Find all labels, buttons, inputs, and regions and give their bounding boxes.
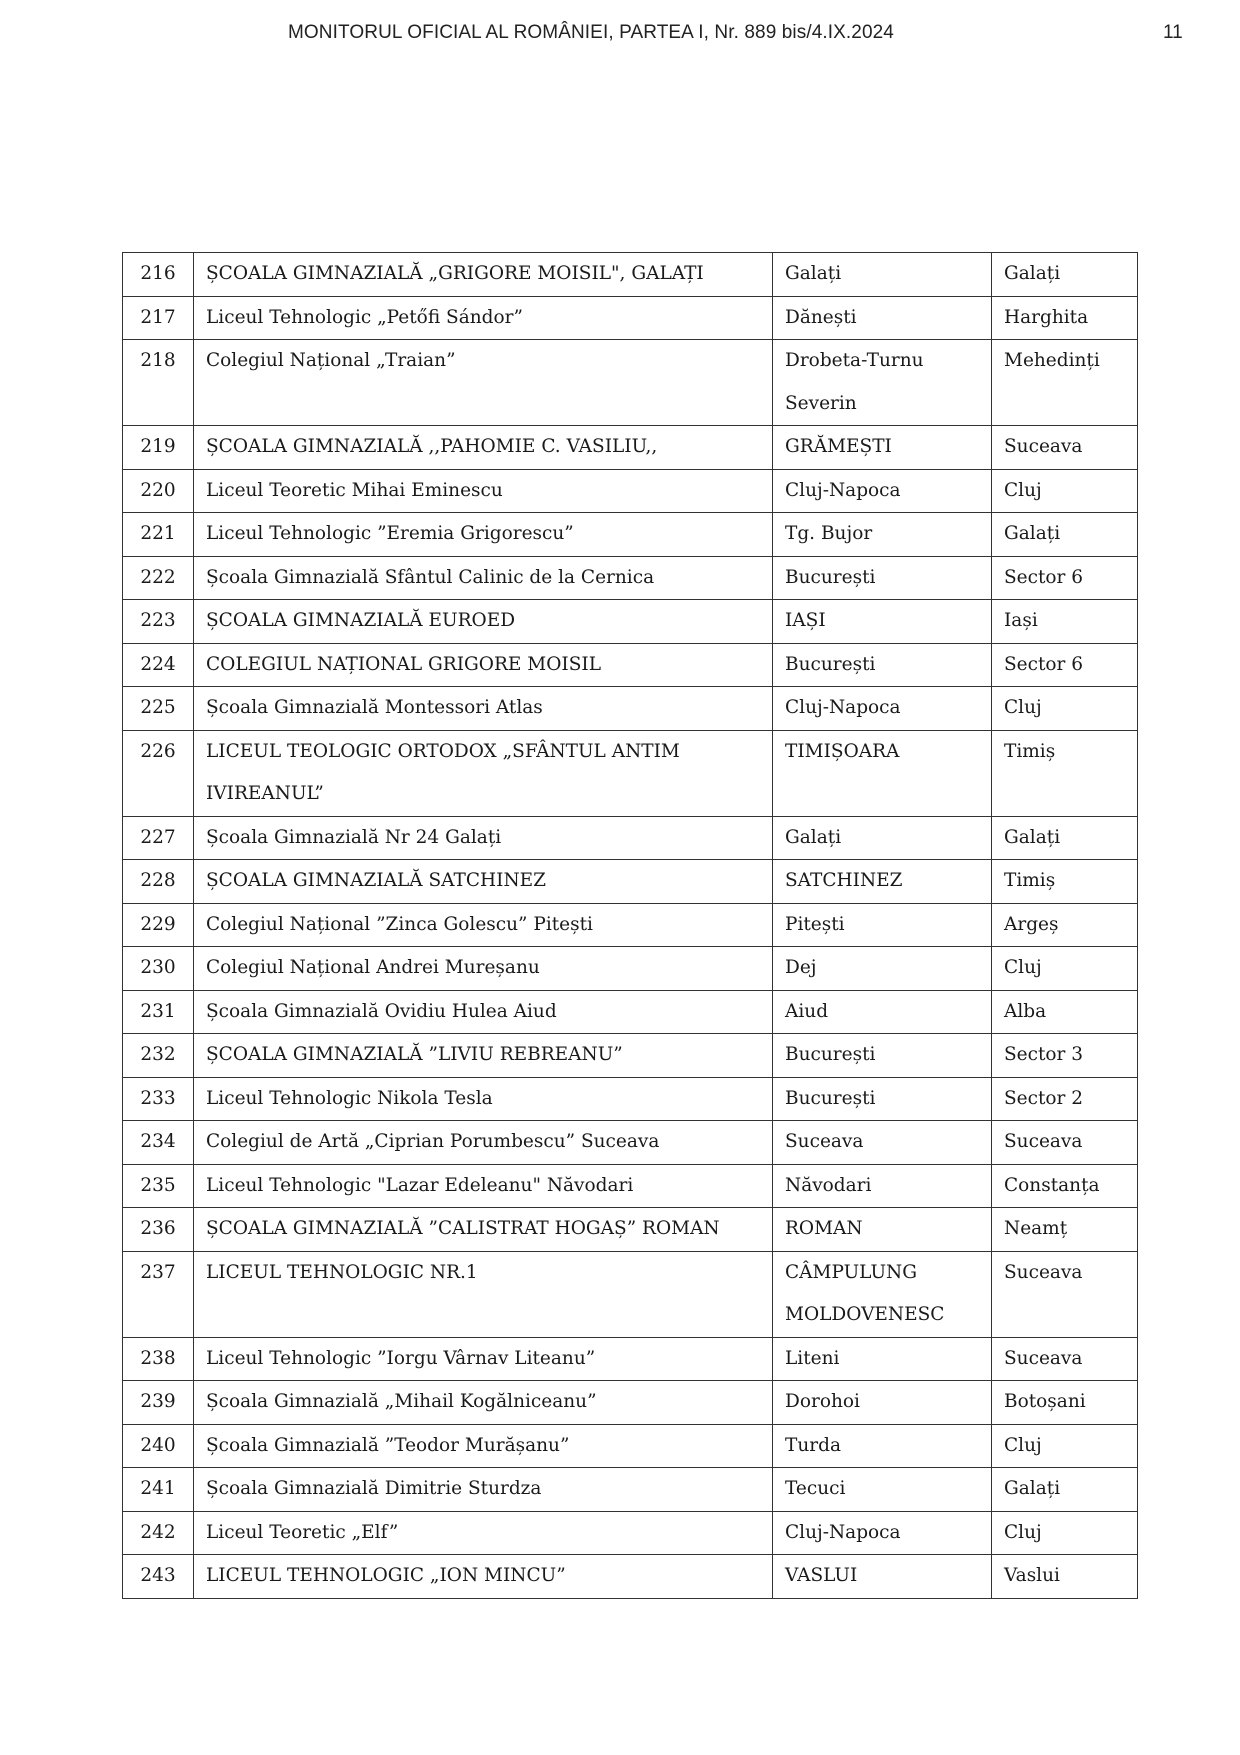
schools-table bbox=[122, 252, 1138, 1599]
locality: Dej bbox=[773, 947, 992, 991]
school-name: COLEGIUL NAȚIONAL GRIGORE MOISIL bbox=[194, 643, 773, 687]
county: Botoșani bbox=[992, 1381, 1138, 1425]
table-row bbox=[123, 340, 1138, 426]
row-number: 231 bbox=[123, 990, 194, 1034]
school-name: LICEUL TEHNOLOGIC NR.1 bbox=[194, 1251, 773, 1337]
table-row bbox=[123, 1511, 1138, 1555]
school-name: ȘCOALA GIMNAZIALĂ ”CALISTRAT HOGAȘ” ROMAN bbox=[194, 1208, 773, 1252]
row-number: 227 bbox=[123, 816, 194, 860]
school-name: Colegiul de Artă „Ciprian Porumbescu” Suceava bbox=[194, 1121, 773, 1165]
school-name: ȘCOALA GIMNAZIALĂ EUROED bbox=[194, 600, 773, 644]
county: Galați bbox=[992, 253, 1138, 297]
table-row bbox=[123, 426, 1138, 470]
locality: Năvodari bbox=[773, 1164, 992, 1208]
row-number: 243 bbox=[123, 1555, 194, 1599]
locality: Turda bbox=[773, 1424, 992, 1468]
table-row bbox=[123, 903, 1138, 947]
row-number: 217 bbox=[123, 296, 194, 340]
locality: București bbox=[773, 643, 992, 687]
school-name: Școala Gimnazială Montessori Atlas bbox=[194, 687, 773, 731]
locality: București bbox=[773, 1034, 992, 1078]
county: Mehedinți bbox=[992, 340, 1138, 426]
locality: Cluj-Napoca bbox=[773, 1511, 992, 1555]
locality: IAȘI bbox=[773, 600, 992, 644]
table-row bbox=[123, 1251, 1138, 1337]
table-row bbox=[123, 1208, 1138, 1252]
county: Sector 3 bbox=[992, 1034, 1138, 1078]
school-name: Liceul Tehnologic "Lazar Edeleanu" Năvodari bbox=[194, 1164, 773, 1208]
table-row bbox=[123, 816, 1138, 860]
page-header bbox=[0, 22, 1240, 52]
school-name: LICEUL TEHNOLOGIC „ION MINCU” bbox=[194, 1555, 773, 1599]
row-number: 240 bbox=[123, 1424, 194, 1468]
locality: VASLUI bbox=[773, 1555, 992, 1599]
table-row bbox=[123, 1337, 1138, 1381]
school-name: ȘCOALA GIMNAZIALĂ ”LIVIU REBREANU” bbox=[194, 1034, 773, 1078]
row-number: 225 bbox=[123, 687, 194, 731]
county: Suceava bbox=[992, 1251, 1138, 1337]
locality: SATCHINEZ bbox=[773, 860, 992, 904]
table-row bbox=[123, 860, 1138, 904]
locality: Liteni bbox=[773, 1337, 992, 1381]
row-number: 226 bbox=[123, 730, 194, 816]
row-number: 232 bbox=[123, 1034, 194, 1078]
county: Sector 6 bbox=[992, 556, 1138, 600]
row-number: 241 bbox=[123, 1468, 194, 1512]
locality: TIMIȘOARA bbox=[773, 730, 992, 816]
table-row bbox=[123, 687, 1138, 731]
county: Cluj bbox=[992, 1511, 1138, 1555]
county: Argeș bbox=[992, 903, 1138, 947]
publication-title: MONITORUL OFICIAL AL ROMÂNIEI, PARTEA I, Nr. 889 bis/4.IX.2024 bbox=[288, 22, 894, 43]
row-number: 242 bbox=[123, 1511, 194, 1555]
locality: Dorohoi bbox=[773, 1381, 992, 1425]
table-row bbox=[123, 947, 1138, 991]
row-number: 222 bbox=[123, 556, 194, 600]
school-name: Școala Gimnazială „Mihail Kogălniceanu” bbox=[194, 1381, 773, 1425]
table-row bbox=[123, 990, 1138, 1034]
county: Timiș bbox=[992, 860, 1138, 904]
school-name: Școala Gimnazială Ovidiu Hulea Aiud bbox=[194, 990, 773, 1034]
county: Suceava bbox=[992, 1121, 1138, 1165]
table-row bbox=[123, 1077, 1138, 1121]
locality: Galați bbox=[773, 816, 992, 860]
locality: Aiud bbox=[773, 990, 992, 1034]
school-name: ȘCOALA GIMNAZIALĂ ,,PAHOMIE C. VASILIU,, bbox=[194, 426, 773, 470]
school-name: Liceul Tehnologic Nikola Tesla bbox=[194, 1077, 773, 1121]
row-number: 223 bbox=[123, 600, 194, 644]
locality: ROMAN bbox=[773, 1208, 992, 1252]
page-number: 11 bbox=[1163, 22, 1183, 43]
county: Galați bbox=[992, 513, 1138, 557]
table-row bbox=[123, 1468, 1138, 1512]
table-row bbox=[123, 1121, 1138, 1165]
table-row bbox=[123, 730, 1138, 816]
county: Suceava bbox=[992, 1337, 1138, 1381]
locality: Tg. Bujor bbox=[773, 513, 992, 557]
table-row bbox=[123, 600, 1138, 644]
row-number: 239 bbox=[123, 1381, 194, 1425]
row-number: 235 bbox=[123, 1164, 194, 1208]
row-number: 236 bbox=[123, 1208, 194, 1252]
school-name: Liceul Teoretic Mihai Eminescu bbox=[194, 469, 773, 513]
county: Galați bbox=[992, 1468, 1138, 1512]
row-number: 220 bbox=[123, 469, 194, 513]
county: Sector 2 bbox=[992, 1077, 1138, 1121]
locality: București bbox=[773, 1077, 992, 1121]
row-number: 230 bbox=[123, 947, 194, 991]
table-row bbox=[123, 1555, 1138, 1599]
locality: Pitești bbox=[773, 903, 992, 947]
county: Cluj bbox=[992, 947, 1138, 991]
county: Neamț bbox=[992, 1208, 1138, 1252]
locality: Drobeta-Turnu Severin bbox=[773, 340, 992, 426]
school-name: Liceul Tehnologic „Petőfi Sándor” bbox=[194, 296, 773, 340]
county: Vaslui bbox=[992, 1555, 1138, 1599]
locality: GRĂMEȘTI bbox=[773, 426, 992, 470]
county: Constanța bbox=[992, 1164, 1138, 1208]
school-name: Colegiul Național Andrei Mureșanu bbox=[194, 947, 773, 991]
table-row bbox=[123, 469, 1138, 513]
locality: Cluj-Napoca bbox=[773, 469, 992, 513]
row-number: 216 bbox=[123, 253, 194, 297]
table-row bbox=[123, 1424, 1138, 1468]
row-number: 234 bbox=[123, 1121, 194, 1165]
row-number: 219 bbox=[123, 426, 194, 470]
table-row bbox=[123, 513, 1138, 557]
county: Timiș bbox=[992, 730, 1138, 816]
county: Cluj bbox=[992, 469, 1138, 513]
school-name: ȘCOALA GIMNAZIALĂ SATCHINEZ bbox=[194, 860, 773, 904]
county: Suceava bbox=[992, 426, 1138, 470]
table-row bbox=[123, 1164, 1138, 1208]
county: Cluj bbox=[992, 687, 1138, 731]
table-row bbox=[123, 296, 1138, 340]
row-number: 224 bbox=[123, 643, 194, 687]
row-number: 237 bbox=[123, 1251, 194, 1337]
school-name: Școala Gimnazială Nr 24 Galați bbox=[194, 816, 773, 860]
locality: Dănești bbox=[773, 296, 992, 340]
school-name: Școala Gimnazială Dimitrie Sturdza bbox=[194, 1468, 773, 1512]
school-name: Liceul Teoretic „Elf” bbox=[194, 1511, 773, 1555]
table-row bbox=[123, 556, 1138, 600]
row-number: 228 bbox=[123, 860, 194, 904]
row-number: 238 bbox=[123, 1337, 194, 1381]
row-number: 221 bbox=[123, 513, 194, 557]
locality: CÂMPULUNG MOLDOVENESC bbox=[773, 1251, 992, 1337]
county: Cluj bbox=[992, 1424, 1138, 1468]
locality: Suceava bbox=[773, 1121, 992, 1165]
locality: Galați bbox=[773, 253, 992, 297]
table-row bbox=[123, 253, 1138, 297]
school-name: Școala Gimnazială ”Teodor Murășanu” bbox=[194, 1424, 773, 1468]
locality: Tecuci bbox=[773, 1468, 992, 1512]
school-name: Colegiul Național „Traian” bbox=[194, 340, 773, 426]
row-number: 233 bbox=[123, 1077, 194, 1121]
row-number: 229 bbox=[123, 903, 194, 947]
locality: București bbox=[773, 556, 992, 600]
table-row bbox=[123, 643, 1138, 687]
county: Sector 6 bbox=[992, 643, 1138, 687]
school-name: Școala Gimnazială Sfântul Calinic de la Cernica bbox=[194, 556, 773, 600]
county: Galați bbox=[992, 816, 1138, 860]
county: Harghita bbox=[992, 296, 1138, 340]
school-name: LICEUL TEOLOGIC ORTODOX „SFÂNTUL ANTIM IVIREANUL” bbox=[194, 730, 773, 816]
county: Iași bbox=[992, 600, 1138, 644]
school-name: Liceul Tehnologic ”Iorgu Vârnav Liteanu” bbox=[194, 1337, 773, 1381]
school-name: Liceul Tehnologic ”Eremia Grigorescu” bbox=[194, 513, 773, 557]
school-name: ȘCOALA GIMNAZIALĂ „GRIGORE MOISIL", GALAȚI bbox=[194, 253, 773, 297]
school-name: Colegiul Național ”Zinca Golescu” Pitești bbox=[194, 903, 773, 947]
county: Alba bbox=[992, 990, 1138, 1034]
row-number: 218 bbox=[123, 340, 194, 426]
locality: Cluj-Napoca bbox=[773, 687, 992, 731]
table-row bbox=[123, 1034, 1138, 1078]
table-row bbox=[123, 1381, 1138, 1425]
